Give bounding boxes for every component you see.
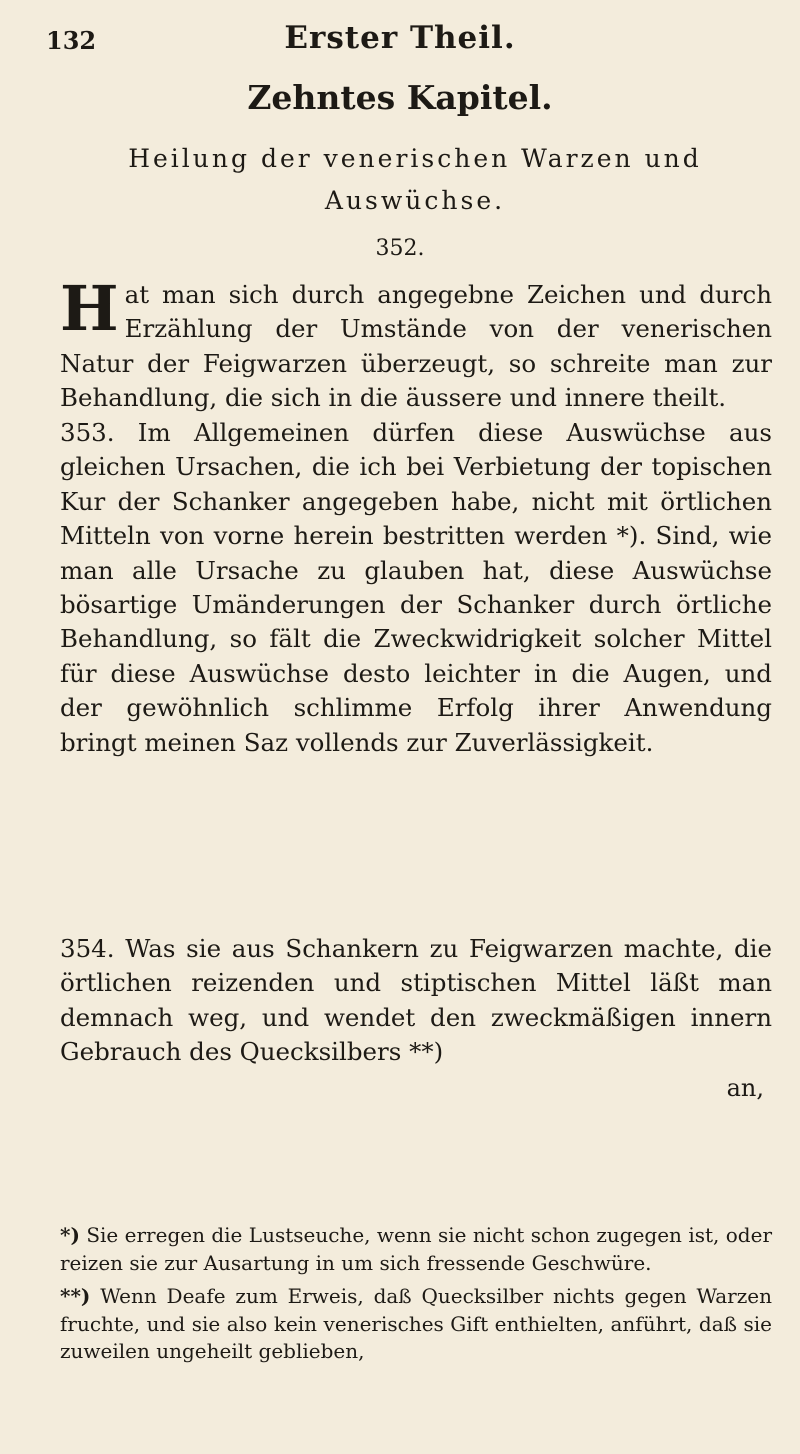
section-number: 352. — [375, 236, 425, 261]
paragraph-text: Im Allgemeinen dürfen diese Auswüchse aus gleichen Ursachen, die ich bei Verbietung der topischen Kur der Schanker angegeben habe, nicht mit örtlichen Mitteln von vorne herein bestritten werden *). Sind, wie man alle Ursache zu glauben hat, diese Auswüchse bösartige Umänderungen der Schanker durch örtliche Behandlung, so fält die Zweckwidrigkeit solcher Mittel für diese Auswüchse desto leichter in die Augen, und der gewöhnlich schlimme Erfolg ihrer Anwendung bringt meinen Saz vollends zur Zuverlässigkeit. — [60, 418, 772, 757]
footnote-text: Wenn Deafe zum Erweis, daß Quecksilber nichts gegen Warzen fruchte, und sie also kein venerisches Gift enthielten, anführt, daß sie zuweilen ungeheilt geblieben, — [60, 1284, 772, 1363]
section-paragraph — [60, 272, 772, 416]
drop-cap: H — [60, 272, 119, 345]
chapter-subtitle: Heilung der venerischen Warzen und Auswüchse. — [128, 144, 702, 215]
page-number: 132 — [46, 26, 97, 55]
catchword: an, — [726, 1074, 764, 1102]
section-paragraph — [60, 416, 772, 760]
footnote-text: Sie erregen die Lustseuche, wenn sie nicht schon zugegen ist, oder reizen sie zur Ausartung in um sich fressende Geschwüre. — [60, 1223, 773, 1275]
footnote-mark: *) — [60, 1223, 80, 1247]
footnotes — [60, 1222, 772, 1372]
footnote — [60, 1222, 772, 1277]
section-paragraph — [60, 932, 772, 1070]
chapter-title: Zehntes Kapitel. — [247, 78, 553, 117]
footnote-mark: **) — [60, 1284, 91, 1308]
paragraph-text: Was sie aus Schankern zu Feigwarzen machte, die örtlichen reizenden und stiptischen Mittel läßt man demnach weg, und wendet den zweckmäßigen innern Gebrauch des Quecksilbers **) — [60, 934, 772, 1067]
page-header — [40, 14, 760, 64]
paragraph-text: at man sich durch angegebne Zeichen und durch Erzählung der Umstände von der venerischen Natur der Feigwarzen überzeugt, so schreite man zur Behandlung, die sich in die äussere und innere theilt. — [60, 280, 772, 413]
running-title: Erster Theil. — [284, 20, 516, 56]
footnote — [60, 1283, 772, 1366]
section-number: 354. — [60, 934, 115, 963]
section-number: 353. — [60, 418, 115, 447]
